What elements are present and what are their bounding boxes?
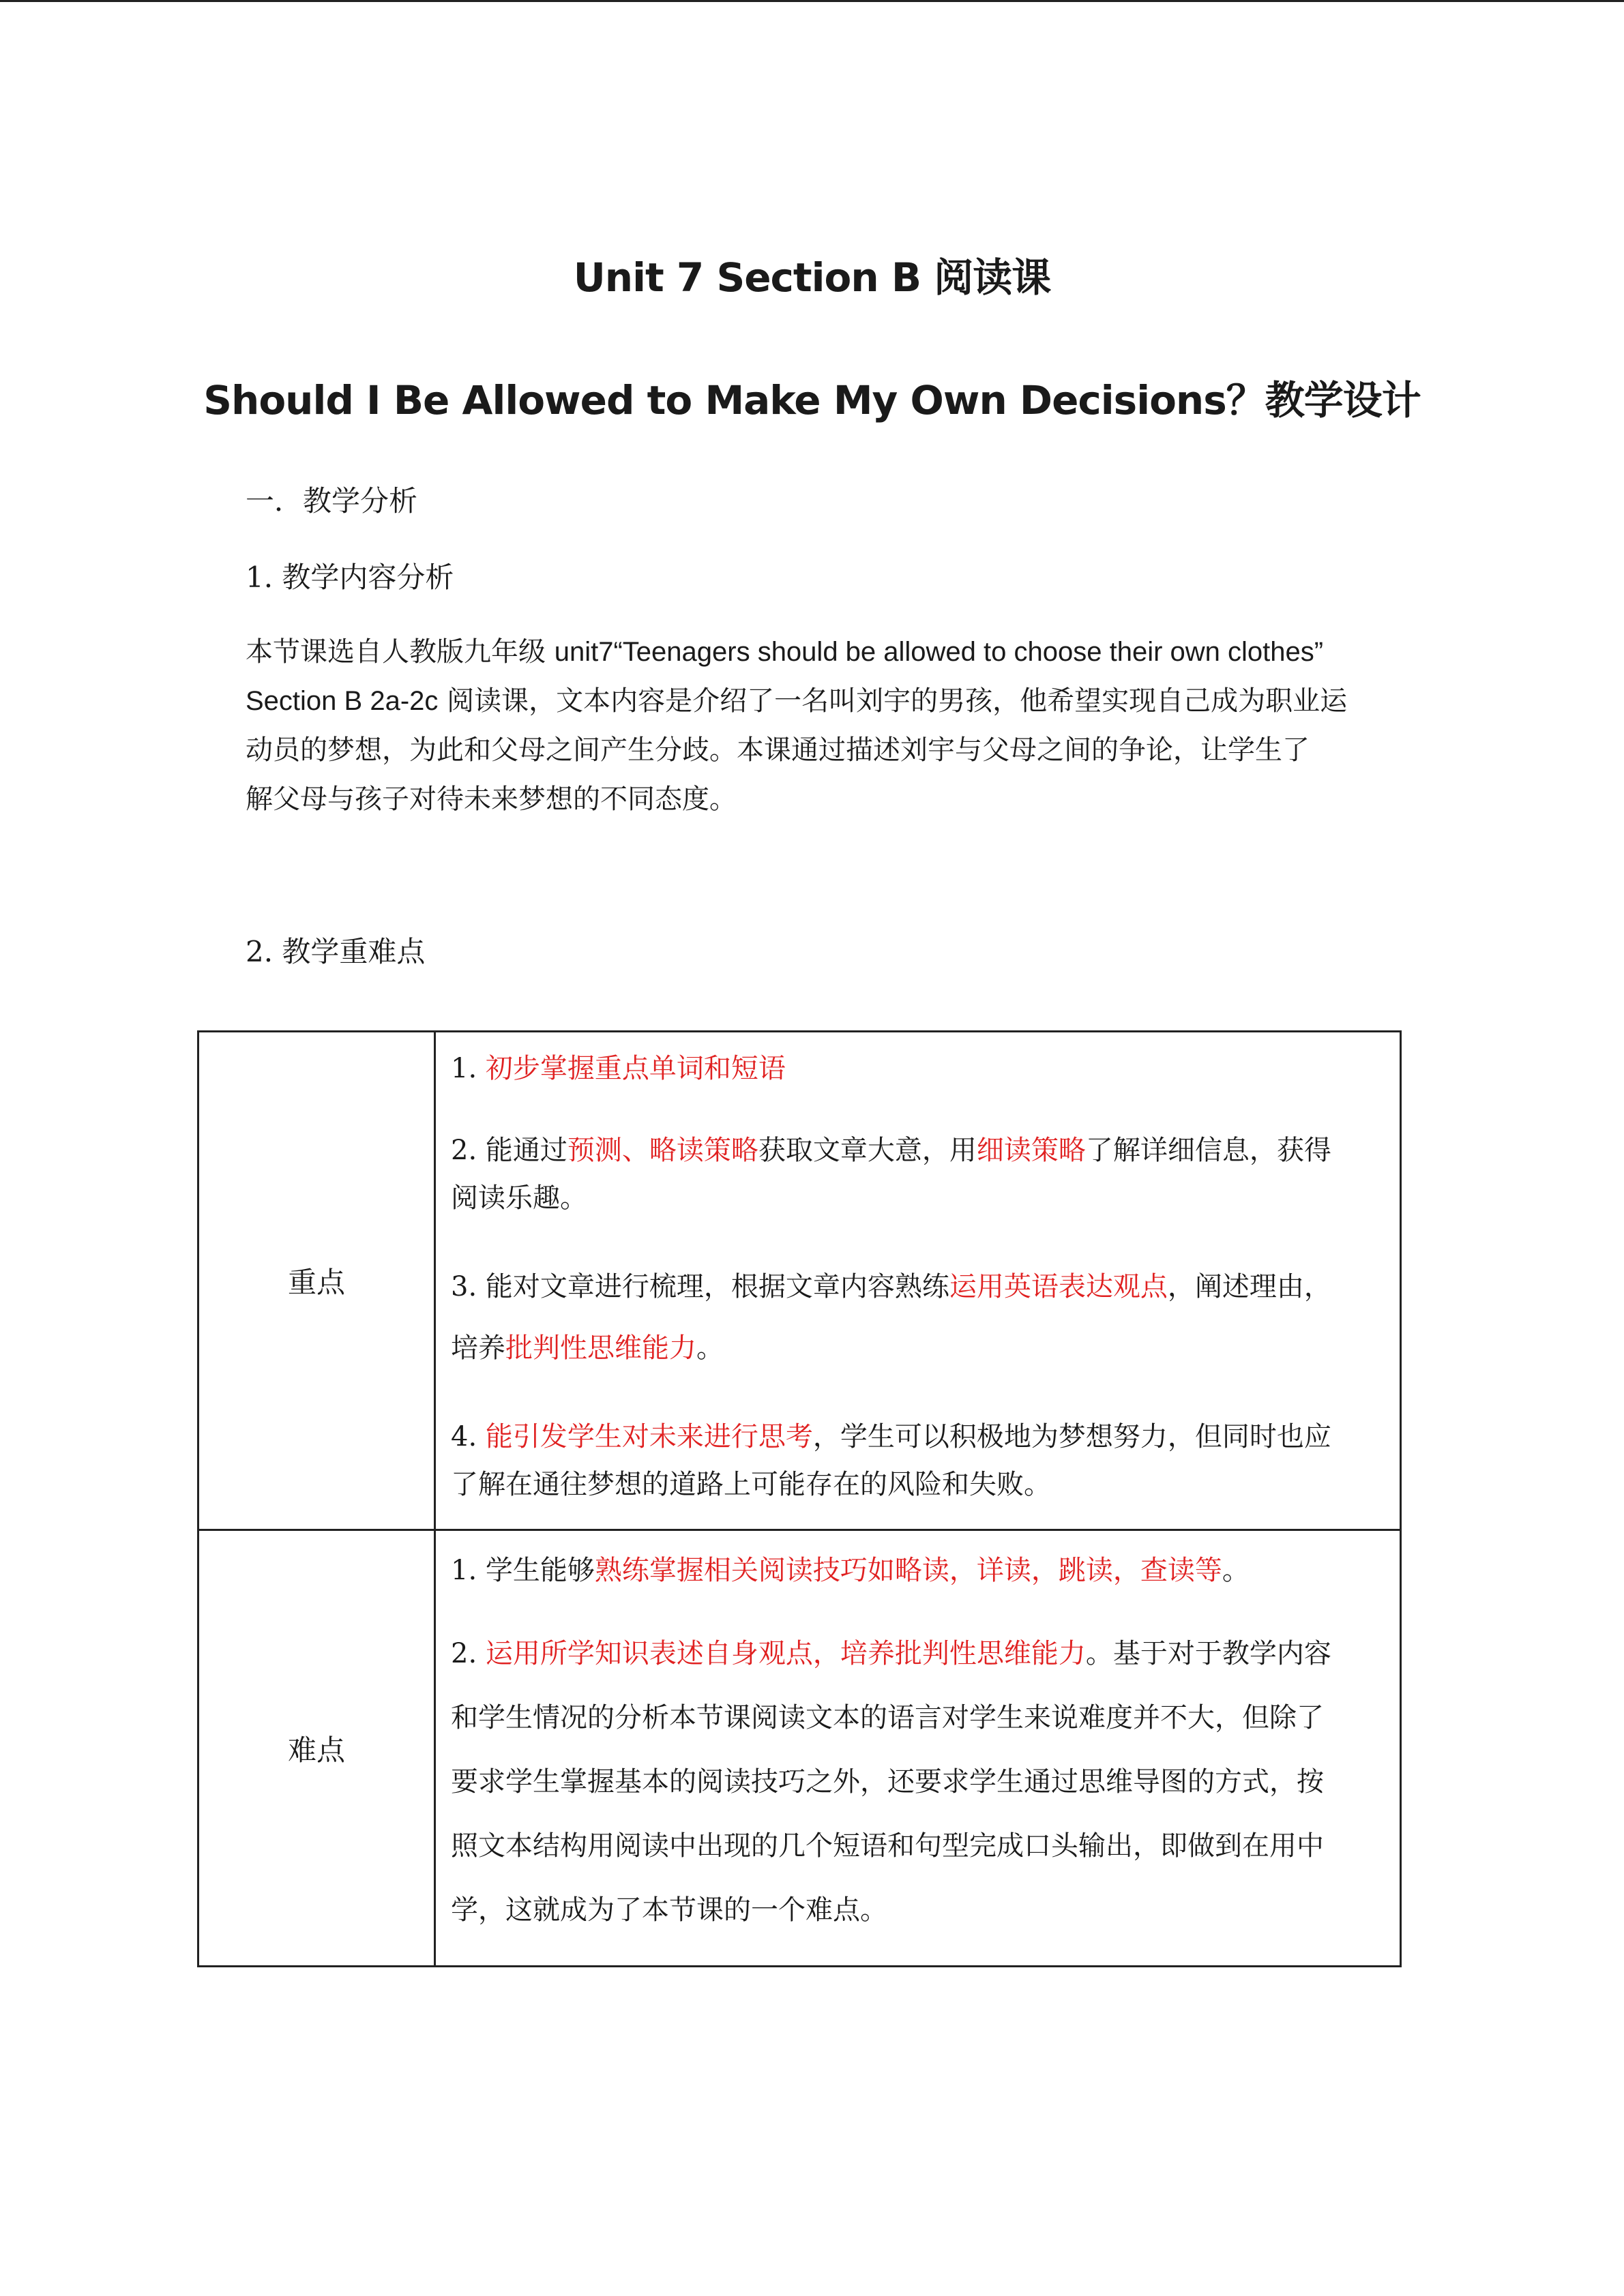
top-border-line [0,0,1624,2]
subheading-content-analysis: 1. 教学内容分析 [246,561,454,594]
key-point-item: 1. 初步掌握重点单词和短语 [451,1053,786,1084]
paragraph-line: 解父母与孩子对待未来梦想的不同态度。 [246,784,737,815]
document-subtitle: Should I Be Allowed to Make My Own Decisions？教学设计 [203,377,1421,423]
paragraph-line: 本节课选自人教版九年级 unit7“Teenagers should be allowed to choose their own clothes” [246,636,1324,668]
section-heading-analysis: 一．教学分析 [246,484,418,518]
table-row-difficult-points [198,1530,1401,1967]
difficult-points-content [435,1530,1401,1967]
key-points-label: 重点 [198,1032,435,1530]
difficult-point-item: 2. 运用所学知识表述自身观点，培养批判性思维能力。基于对于教学内容 和学生情况的分析本节课阅读文本的语言对学生来说难度并不大，但除了 要求学生掌握基本的阅读技巧之外，还要求学生通过思维导图的方式，按 照文本结构用阅读中出现的几个短语和句型完成口头输出，即做到在用中 学，这就成为了本节课的一个难点。 [451,1637,1331,1926]
key-point-item: 3. 能对文章进行梳理，根据文章内容熟练运用英语表达观点，阐述理由， 培养批判性思维能力。 [451,1271,1331,1364]
difficult-points-label: 难点 [198,1530,435,1967]
difficult-point-item: 1. 学生能够熟练掌握相关阅读技巧如略读，详读，跳读，查读等。 [451,1554,1250,1586]
document-title: Unit 7 Section B 阅读课 [573,254,1051,301]
key-point-item: 2. 能通过预测、略读策略获取文章大意，用细读策略了解详细信息，获得 阅读乐趣。 [451,1135,1331,1214]
table-row-key-points [198,1032,1401,1530]
paragraph-line: 动员的梦想，为此和父母之间产生分歧。本课通过描述刘宇与父母之间的争论，让学生了 [246,734,1310,766]
subheading-key-difficult-points: 2. 教学重难点 [246,935,426,968]
paragraph-line: Section B 2a-2c 阅读课，文本内容是介绍了一名叫刘宇的男孩，他希望实现自己成为职业运 [246,685,1348,717]
key-points-content [435,1032,1401,1530]
key-point-item: 4. 能引发学生对未来进行思考，学生可以积极地为梦想努力，但同时也应 了解在通往梦想的道路上可能存在的风险和失败。 [451,1421,1331,1500]
content-analysis-paragraph [246,627,1391,824]
key-difficult-points-table [197,1030,1402,1967]
